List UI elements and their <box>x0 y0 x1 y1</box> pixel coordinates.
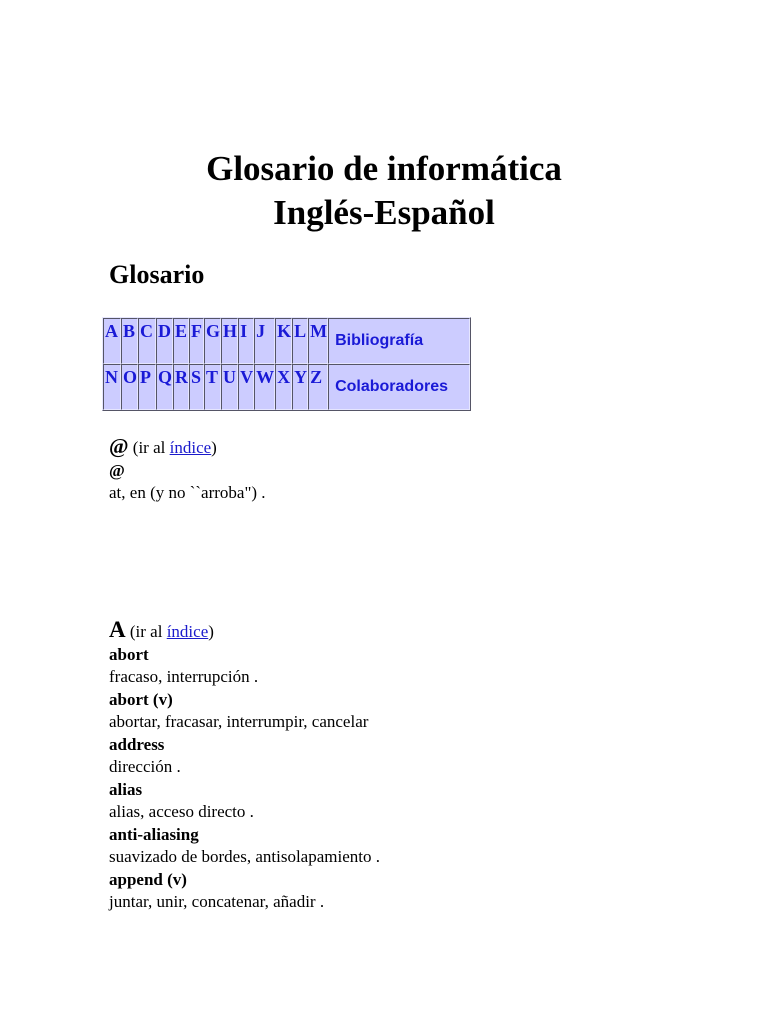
glossary-term: @ <box>109 460 125 480</box>
index-link-o[interactable]: O <box>123 367 138 387</box>
index-cell-f[interactable] <box>189 318 204 364</box>
index-link-l[interactable]: L <box>294 321 307 341</box>
glossary-term: anti-aliasing <box>109 824 199 844</box>
index-link-v[interactable]: V <box>240 367 254 387</box>
section-letter: @ <box>109 434 129 458</box>
index-cell-v[interactable] <box>238 364 254 410</box>
index-cell-s[interactable] <box>189 364 204 410</box>
index-link-a[interactable]: A <box>105 321 118 341</box>
glossary-definition: at, en (y no ``arroba") . <box>109 483 266 502</box>
index-link-m[interactable]: M <box>310 321 328 341</box>
index-cell-n[interactable] <box>103 364 121 410</box>
index-link-c[interactable]: C <box>140 321 154 341</box>
index-cell-y[interactable] <box>292 364 308 410</box>
title-line-1: Glosario de informática <box>206 149 562 188</box>
section-header <box>109 435 266 460</box>
index-cell-z[interactable] <box>308 364 328 410</box>
section-at <box>109 435 266 505</box>
index-link-k[interactable]: K <box>277 321 292 341</box>
index-cell-e[interactable] <box>173 318 189 364</box>
index-link-bibliografia[interactable]: Bibliografía <box>335 332 424 349</box>
index-link-g[interactable]: G <box>206 321 221 341</box>
index-link-s[interactable]: S <box>191 367 202 387</box>
section-heading: Glosario <box>109 260 205 289</box>
index-cell-k[interactable] <box>275 318 292 364</box>
index-cell-bibliografia[interactable] <box>328 318 470 364</box>
section-header <box>109 619 380 644</box>
section-letter: A <box>109 617 126 642</box>
glossary-definition: fracaso, interrupción . <box>109 667 259 686</box>
index-link-y[interactable]: Y <box>294 367 308 387</box>
glossary-term: abort <box>109 644 149 664</box>
index-row-2 <box>103 364 470 410</box>
index-cell-l[interactable] <box>292 318 308 364</box>
index-cell-o[interactable] <box>121 364 138 410</box>
index-link-t[interactable]: T <box>206 367 219 387</box>
letter-index-table <box>102 317 471 411</box>
index-cell-g[interactable] <box>204 318 221 364</box>
index-link-r[interactable]: R <box>175 367 189 387</box>
index-cell-c[interactable] <box>138 318 156 364</box>
index-link-n[interactable]: N <box>105 367 118 387</box>
index-cell-colaboradores[interactable] <box>328 364 470 410</box>
index-cell-a[interactable] <box>103 318 121 364</box>
index-link-j[interactable]: J <box>256 321 266 341</box>
index-cell-h[interactable] <box>221 318 238 364</box>
index-cell-x[interactable] <box>275 364 292 410</box>
index-link[interactable]: índice <box>166 622 209 641</box>
glossary-term: abort (v) <box>109 689 173 709</box>
page-title <box>0 147 768 235</box>
glossary-term: alias <box>109 779 143 799</box>
index-cell-r[interactable] <box>173 364 189 410</box>
index-cell-q[interactable] <box>156 364 173 410</box>
index-cell-m[interactable] <box>308 318 328 364</box>
index-row-1 <box>103 318 470 364</box>
index-cell-u[interactable] <box>221 364 238 410</box>
index-cell-t[interactable] <box>204 364 221 410</box>
go-to-prefix: (ir al <box>132 438 170 457</box>
section-a <box>109 619 380 914</box>
glossary-term: append (v) <box>109 869 187 889</box>
index-link-q[interactable]: Q <box>158 367 173 387</box>
index-link-w[interactable]: W <box>256 367 275 387</box>
index-cell-d[interactable] <box>156 318 173 364</box>
index-link-i[interactable]: I <box>240 321 248 341</box>
index-link-b[interactable]: B <box>123 321 136 341</box>
glossary-definition: dirección . <box>109 757 181 776</box>
go-to-prefix: (ir al <box>129 622 167 641</box>
glossary-definition: abortar, fracasar, interrumpir, cancelar <box>109 712 369 731</box>
index-link-z[interactable]: Z <box>310 367 323 387</box>
index-link-f[interactable]: F <box>191 321 203 341</box>
index-cell-i[interactable] <box>238 318 254 364</box>
glossary-definition: alias, acceso directo . <box>109 802 254 821</box>
glossary-definition: juntar, unir, concatenar, añadir . <box>109 892 325 911</box>
index-cell-p[interactable] <box>138 364 156 410</box>
index-link-p[interactable]: P <box>140 367 152 387</box>
glossary-definition: suavizado de bordes, antisolapamiento . <box>109 847 380 866</box>
glossary-term: address <box>109 734 165 754</box>
index-cell-j[interactable] <box>254 318 275 364</box>
index-link[interactable]: índice <box>169 438 212 457</box>
index-link-d[interactable]: D <box>158 321 172 341</box>
index-cell-b[interactable] <box>121 318 138 364</box>
index-link-h[interactable]: H <box>223 321 238 341</box>
index-link-u[interactable]: U <box>223 367 237 387</box>
index-cell-w[interactable] <box>254 364 275 410</box>
index-link-x[interactable]: X <box>277 367 291 387</box>
go-to-suffix: ) <box>211 438 217 457</box>
index-link-e[interactable]: E <box>175 321 188 341</box>
index-link-colaboradores[interactable]: Colaboradores <box>335 378 448 395</box>
title-line-2: Inglés-Español <box>273 193 495 232</box>
go-to-suffix: ) <box>208 622 214 641</box>
